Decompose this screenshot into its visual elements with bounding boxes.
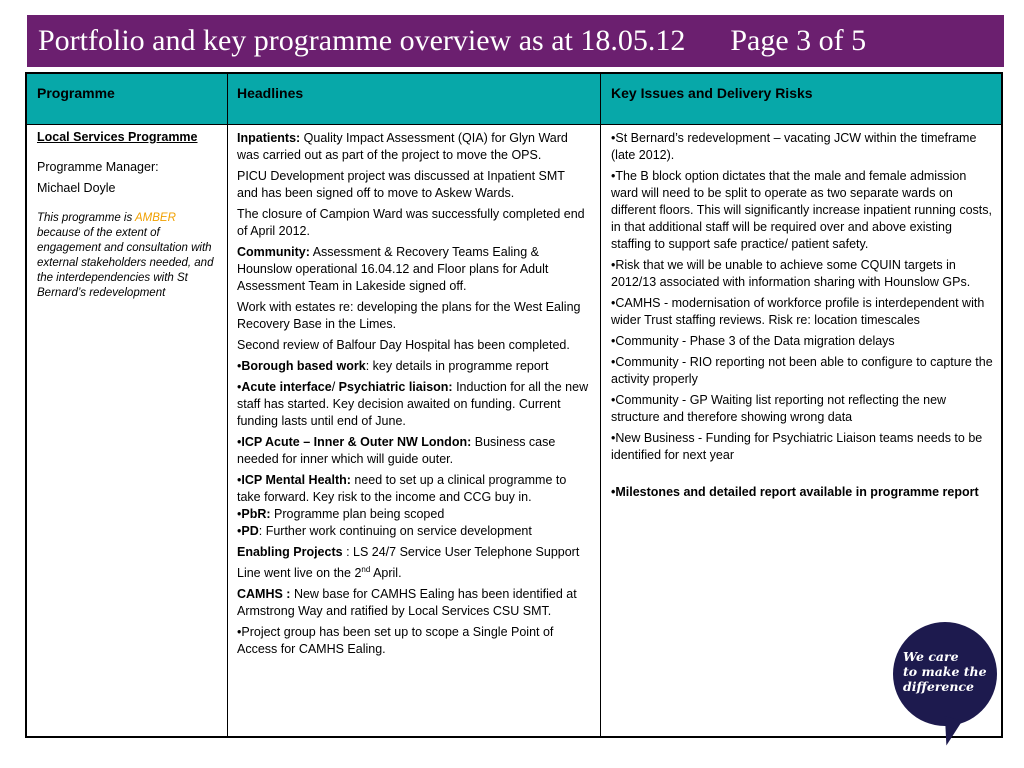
enabling-sup: nd [361,565,371,574]
icp-mh-text: need to set up a clinical programme to take forward. Key risk to the income and CCG buy in. [237,473,567,504]
headline-campion: The closure of Campion Ward was successfully completed end of April 2012. [237,207,585,238]
enabling-label: Enabling Projects [237,545,343,559]
enabling-end: April. [370,566,402,581]
camhs-text: New base for CAMHS Ealing has been identified at Armstrong Way and ratified by Local Services CSU SMT. [237,587,577,619]
status-badge: AMBER [135,212,176,224]
risk-item: •New Business - Funding for Psychiatric Liaison teams needs to be identified for next year [611,431,983,462]
risk-item: •CAMHS - modernisation of workforce profile is interdependent with wider Trust staffing reviews. Risk re: location timescales [611,296,985,327]
acute-text: Induction for all the new staff has started. Key decision awaited on funding. Current funding lasts until end of June. [237,380,589,428]
manager-label: Programme Manager: [37,160,159,174]
pbr-label: PbR: [241,507,271,521]
headline-project-group: •Project group has been set up to scope a Single Point of Access for CAMHS Ealing. [237,625,554,657]
headline-inpatients [237,130,589,164]
header-programme: Programme [37,85,115,101]
risk-item: •The B block option dictates that the male and female admission ward will need to be split to operate as two separate wards on different floors. This will significantly increase inpatient running costs, in that additional staff will be required over and above existing staffing to support safe practice/ patient safety. [611,169,992,251]
headline-pbr: •PbR: Programme plan being scoped [237,507,445,521]
manager-name: Michael Doyle [37,181,116,195]
enabling-text: : LS 24/7 Service User Telephone Support Line went live on the 2 [237,545,580,581]
header-key-issues: Key Issues and Delivery Risks [611,85,813,101]
headline-pd: •PD: Further work continuing on service development [237,524,532,538]
headline-balfour: Second review of Balfour Day Hospital has been completed. [237,338,570,352]
risk-item: •Community - GP Waiting list reporting not reflecting the new structure and therefore showing wrong data [611,393,947,424]
risk-item: •Community - RIO reporting not been able to configure to capture the activity properly [611,355,993,386]
acute-label: Acute interface [241,380,332,394]
milestones-note: •Milestones and detailed report available in programme report [611,485,979,499]
header-headlines: Headlines [237,85,304,101]
headline-camhs [237,586,589,620]
acute-label2: Psychiatric liaison: [338,380,453,394]
icp-mh-label: ICP Mental Health: [241,473,351,487]
headline-acute-interface: •Acute interface/ Psychiatric liaison: Induction for all the new staff has started. Key decision awaited on funding. Current funding lasts until end of June. [237,380,589,428]
logo-line: to make the [903,664,987,679]
title-bar [27,15,1004,67]
pbr-text: Programme plan being scoped [270,507,445,521]
pd-text: : Further work continuing on service development [258,524,532,538]
we-care-logo [893,622,997,726]
risk-item: •Risk that we will be unable to achieve some CQUIN targets in 2012/13 associated with information sharing with Hounslow GPs. [611,258,971,289]
logo-tail [938,716,963,748]
headline-icp-mh: •ICP Mental Health: need to set up a clinical programme to take forward. Key risk to the income and CCG buy in. [237,473,567,504]
programme-column [37,126,222,305]
headline-picu: PICU Development project was discussed at Inpatient SMT and has been signed off to move to Askew Wards. [237,169,565,200]
risk-item: •Community - Phase 3 of the Data migration delays [611,334,895,348]
risks-column [611,126,995,505]
headline-icp-acute: •ICP Acute – Inner & Outer NW London: Business case needed for inner which will guide outer. [237,435,556,466]
inpatients-label: Inpatients: [237,131,301,145]
status-prefix: This programme is [37,212,135,224]
logo-line: We care [903,649,959,664]
column-divider [227,74,228,736]
column-divider [600,74,601,736]
table-header-row [27,74,1001,125]
headline-estates: Work with estates re: developing the plans for the West Ealing Recovery Base in the Limes. [237,300,581,331]
borough-label: Borough based work [241,359,366,373]
community-label: Community: [237,245,310,259]
headlines-column [237,126,589,662]
programme-name: Local Services Programme [37,130,198,144]
risk-item: •St Bernard’s redevelopment – vacating JCW within the timeframe (late 2012). [611,131,977,162]
borough-text: : key details in programme report [365,359,549,373]
page-title: Portfolio and key programme overview as at 18.05.12 Page 3 of 5 [38,24,867,57]
logo-line: difference [903,679,974,694]
status-suffix: because of the extent of engagement and consultation with external stakeholders needed, and the interdependencies with St Bernard’s redevelopment [37,227,214,299]
icp-acute-label: ICP Acute – Inner & Outer NW London: [241,435,472,449]
inpatients-text: Quality Impact Assessment (QIA) for Glyn Ward was carried out as part of the project to move the OPS. [237,131,568,162]
community-text: Assessment & Recovery Teams Ealing & Hounslow operational 16.04.12 and Floor plans for Adult Assessment Team in Lakeside signed off. [237,245,549,293]
headline-borough: •Borough based work: key details in programme report [237,359,549,373]
overview-table [25,72,1003,738]
camhs-label: CAMHS : [237,587,291,602]
headline-community [237,244,589,295]
pd-label: PD [241,524,259,538]
headline-enabling [237,544,589,582]
programme-status-text [37,211,222,301]
icp-acute-text: Business case needed for inner which will guide outer. [237,435,556,466]
